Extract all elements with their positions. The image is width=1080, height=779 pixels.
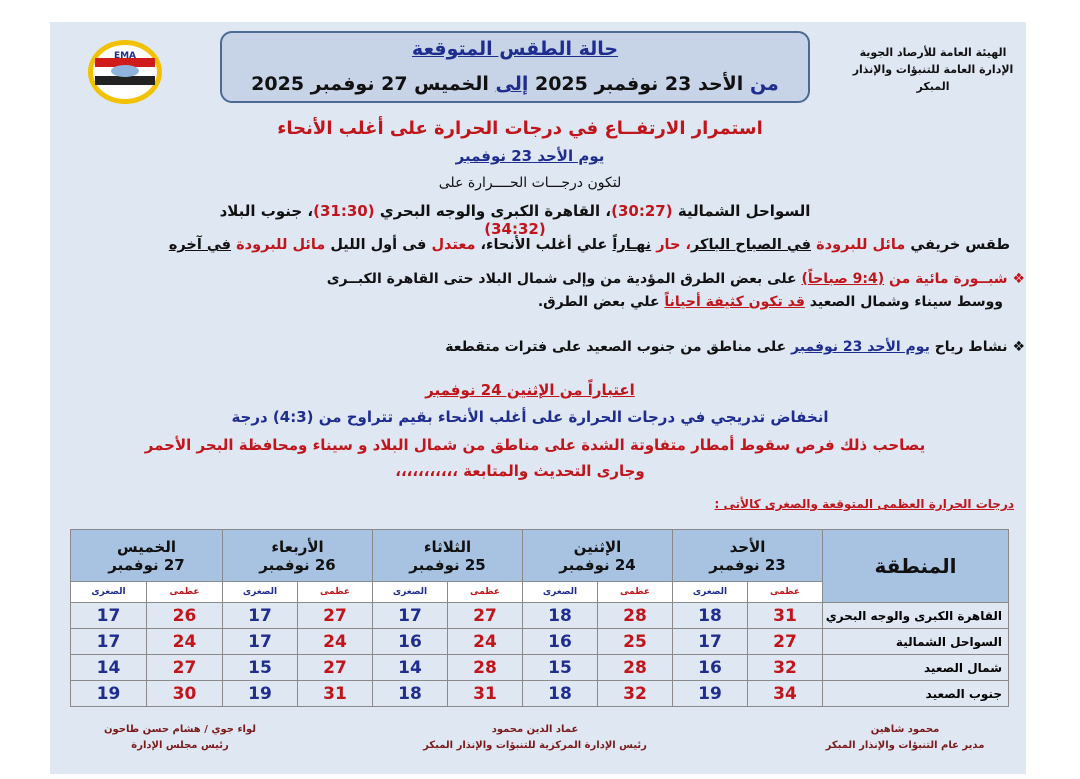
title-box bbox=[220, 31, 810, 103]
forecast-period: من الأحد 23 نوفمبر 2025 إلى الخميس 27 نوفمبر 2025 bbox=[251, 73, 779, 95]
wind-bullet: ❖ نشاط رياح يوم الأحد 23 نوفمبر على مناطق من جنوب الصعيد على فترات متقطعة bbox=[445, 339, 1025, 355]
temp-drop-line: انخفاض تدريجي في درجات الحرارة على أغلب الأنحاء بقيم تتراوح من (4:3) درجة bbox=[231, 408, 829, 426]
max-temp: 27 bbox=[448, 603, 523, 629]
min-temp: 19 bbox=[71, 681, 147, 707]
min-temp: 18 bbox=[523, 681, 598, 707]
min-label: الصغرى bbox=[71, 582, 147, 603]
diamond-bullet-icon: ❖ bbox=[1012, 271, 1025, 287]
min-temp: 17 bbox=[223, 603, 298, 629]
min-temp: 16 bbox=[523, 629, 598, 655]
temps-intro: لتكون درجـــات الحــــرارة على bbox=[438, 175, 622, 191]
max-temp: 31 bbox=[448, 681, 523, 707]
logo-text: EMA bbox=[113, 51, 137, 61]
max-temp: 31 bbox=[748, 603, 823, 629]
region-name: السواحل الشمالية bbox=[823, 629, 1009, 655]
max-label: عظمى bbox=[298, 582, 373, 603]
max-temp: 32 bbox=[748, 655, 823, 681]
max-temp: 28 bbox=[448, 655, 523, 681]
org-header bbox=[838, 44, 1028, 95]
min-temp: 19 bbox=[673, 681, 748, 707]
region-name: جنوب الصعيد bbox=[823, 681, 1009, 707]
region-name: القاهرة الكبرى والوجه البحري bbox=[823, 603, 1009, 629]
max-temp: 28 bbox=[598, 603, 673, 629]
max-temp: 24 bbox=[448, 629, 523, 655]
min-temp: 17 bbox=[223, 629, 298, 655]
org-department: الإدارة العامة للتنبؤات والإنذار المبكر bbox=[852, 63, 1014, 93]
max-temp: 30 bbox=[147, 681, 223, 707]
max-temp: 27 bbox=[298, 603, 373, 629]
table-row bbox=[71, 603, 1009, 629]
day-header: الأربعاء 26 نوفمبر bbox=[223, 530, 373, 582]
min-temp: 16 bbox=[373, 629, 448, 655]
max-temp: 28 bbox=[598, 655, 673, 681]
min-temp: 17 bbox=[373, 603, 448, 629]
max-temp: 25 bbox=[598, 629, 673, 655]
min-temp: 17 bbox=[71, 629, 147, 655]
headline: استمرار الارتفــاع في درجات الحرارة على أغلب الأنحاء bbox=[277, 118, 763, 139]
day-header: الثلاثاء 25 نوفمبر bbox=[373, 530, 523, 582]
fog-bullet: ❖ شبــورة مائية من (9:4 صباحاً) على بعض الطرق المؤدية من وإلى شمال البلاد حتى القاهرة الكبــرى ووسط سيناء وشمال الصعيد قد تكون كثيفة أحياناً علي بعض الطرق. bbox=[326, 271, 1025, 310]
temps-line: السواحل الشمالية (30:27)، القاهرة الكبرى والوجه البحري (31:30)، جنوب البلاد (34:32) bbox=[219, 202, 811, 238]
day-header: الأحد 23 نوفمبر bbox=[673, 530, 823, 582]
max-label: عظمى bbox=[147, 582, 223, 603]
table-row bbox=[71, 681, 1009, 707]
min-label: الصغرى bbox=[673, 582, 748, 603]
max-temp: 32 bbox=[598, 681, 673, 707]
min-temp: 18 bbox=[523, 603, 598, 629]
table-row bbox=[71, 655, 1009, 681]
min-temp: 16 bbox=[673, 655, 748, 681]
ema-logo bbox=[86, 38, 164, 106]
max-label: عظمى bbox=[748, 582, 823, 603]
max-temp: 27 bbox=[748, 629, 823, 655]
max-temp: 31 bbox=[298, 681, 373, 707]
min-temp: 14 bbox=[71, 655, 147, 681]
max-label: عظمى bbox=[448, 582, 523, 603]
signature-left: لواء جوي / هشام حسن طاحون رئيس مجلس الإدارة bbox=[103, 724, 257, 751]
weather-description: طقس خريفي مائل للبرودة في الصباح الباكر، حار نهـاراً علي أغلب الأنحاء، معتدل فى أول الليل مائل للبرودة في آخره bbox=[168, 237, 1010, 253]
region-header: المنطقة bbox=[823, 530, 1009, 603]
max-temp: 26 bbox=[147, 603, 223, 629]
table-row bbox=[71, 629, 1009, 655]
from-day-label: اعتباراً من الإثنين 24 نوفمبر bbox=[425, 381, 635, 399]
max-temp: 27 bbox=[147, 655, 223, 681]
diamond-bullet-icon: ❖ bbox=[1012, 339, 1025, 355]
org-name: الهيئة العامة للأرصاد الجوية bbox=[859, 46, 1007, 59]
min-temp: 15 bbox=[223, 655, 298, 681]
min-temp: 18 bbox=[673, 603, 748, 629]
signature-right: محمود شاهين مدير عام التنبؤات والإنذار المبكر bbox=[825, 724, 985, 751]
page-title: حالة الطقس المتوقعة bbox=[411, 38, 619, 60]
max-temp: 24 bbox=[298, 629, 373, 655]
min-temp: 19 bbox=[223, 681, 298, 707]
rain-line: يصاحب ذلك فرص سقوط أمطار متفاوتة الشدة على مناطق من شمال البلاد و سيناء ومحافظة البحر الأحمر bbox=[144, 436, 926, 454]
day-header: الخميس 27 نوفمبر bbox=[71, 530, 223, 582]
max-temp: 34 bbox=[748, 681, 823, 707]
min-temp: 15 bbox=[523, 655, 598, 681]
max-label: عظمى bbox=[598, 582, 673, 603]
signature-center: عماد الدين محمود رئيس الإدارة المركزية للتنبؤات والإنذار المبكر bbox=[423, 724, 647, 751]
min-temp: 17 bbox=[71, 603, 147, 629]
max-temp: 24 bbox=[147, 629, 223, 655]
max-temp: 27 bbox=[298, 655, 373, 681]
min-temp: 17 bbox=[673, 629, 748, 655]
min-label: الصغرى bbox=[523, 582, 598, 603]
table-caption: درجات الحرارة العظمى المتوقعة والصغرى كالأتى : bbox=[714, 497, 1014, 511]
min-temp: 18 bbox=[373, 681, 448, 707]
day-header: الإثنين 24 نوفمبر bbox=[523, 530, 673, 582]
temperature-table bbox=[70, 529, 1009, 707]
region-name: شمال الصعيد bbox=[823, 655, 1009, 681]
day-one-label: يوم الأحد 23 نوفمبر bbox=[455, 147, 605, 165]
update-line: وجارى التحديث والمتابعة ،،،،،،،،،،، bbox=[395, 462, 645, 480]
min-temp: 14 bbox=[373, 655, 448, 681]
min-label: الصغرى bbox=[223, 582, 298, 603]
min-label: الصغرى bbox=[373, 582, 448, 603]
